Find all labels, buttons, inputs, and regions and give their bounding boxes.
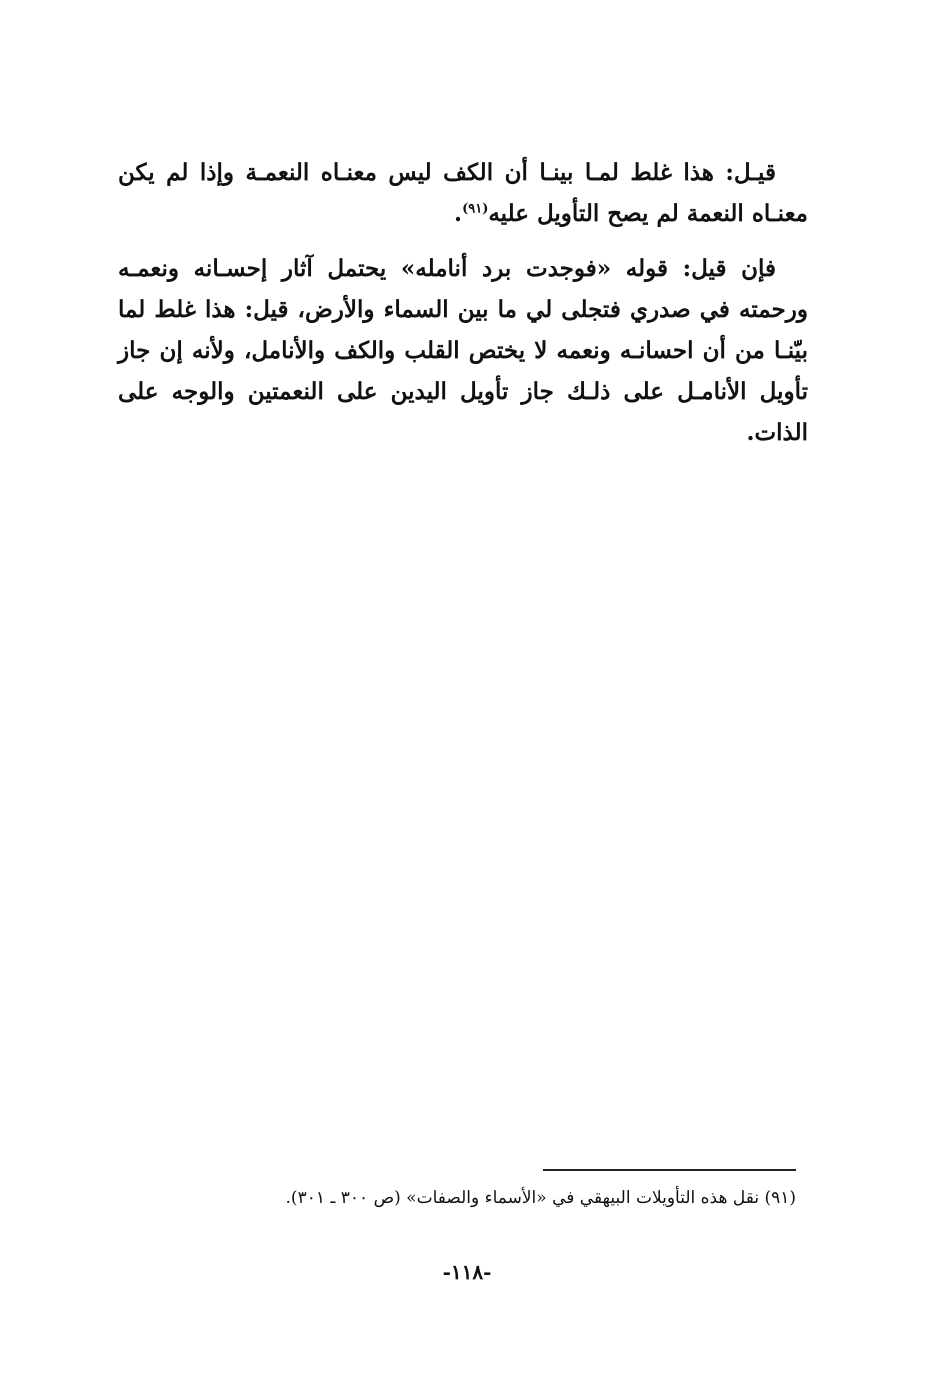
footnote: (٩١) نقل هذه التأويلات البيهقي في «الأسماء والصفات» (ص ٣٠٠ ـ ٣٠١).	[285, 1188, 796, 1208]
paragraph-2: فإن قيل: قوله «فوجدت برد أنامله» يحتمل آثار إحسـانه ونعمـه ورحمته في صدري فتجلى لي ما بين السماء والأرض، قيل: هذا غلط لما بيّنـا من أن احسانـه ونعمه لا يختص القلب والكف والأنامل، ولأنه إن جاز تأويل الأنامـل على ذلـك جاز تأويل اليدين على النعمتين والوجه على الذات.	[118, 255, 808, 446]
paragraph-1-end: .	[454, 200, 463, 227]
footnote-divider	[543, 1169, 796, 1171]
main-text	[118, 152, 808, 467]
footnote-reference: (٩١)	[462, 201, 489, 217]
paragraph-1	[118, 152, 808, 234]
paragraph-1-text: قيـل: هذا غلط لمـا بينـا أن الكف ليس معنـاه النعمـة وإذا لم يكن معنـاه النعمة لم يصح التأويل عليه	[118, 159, 808, 227]
page-number: -١١٨-	[442, 1260, 492, 1284]
